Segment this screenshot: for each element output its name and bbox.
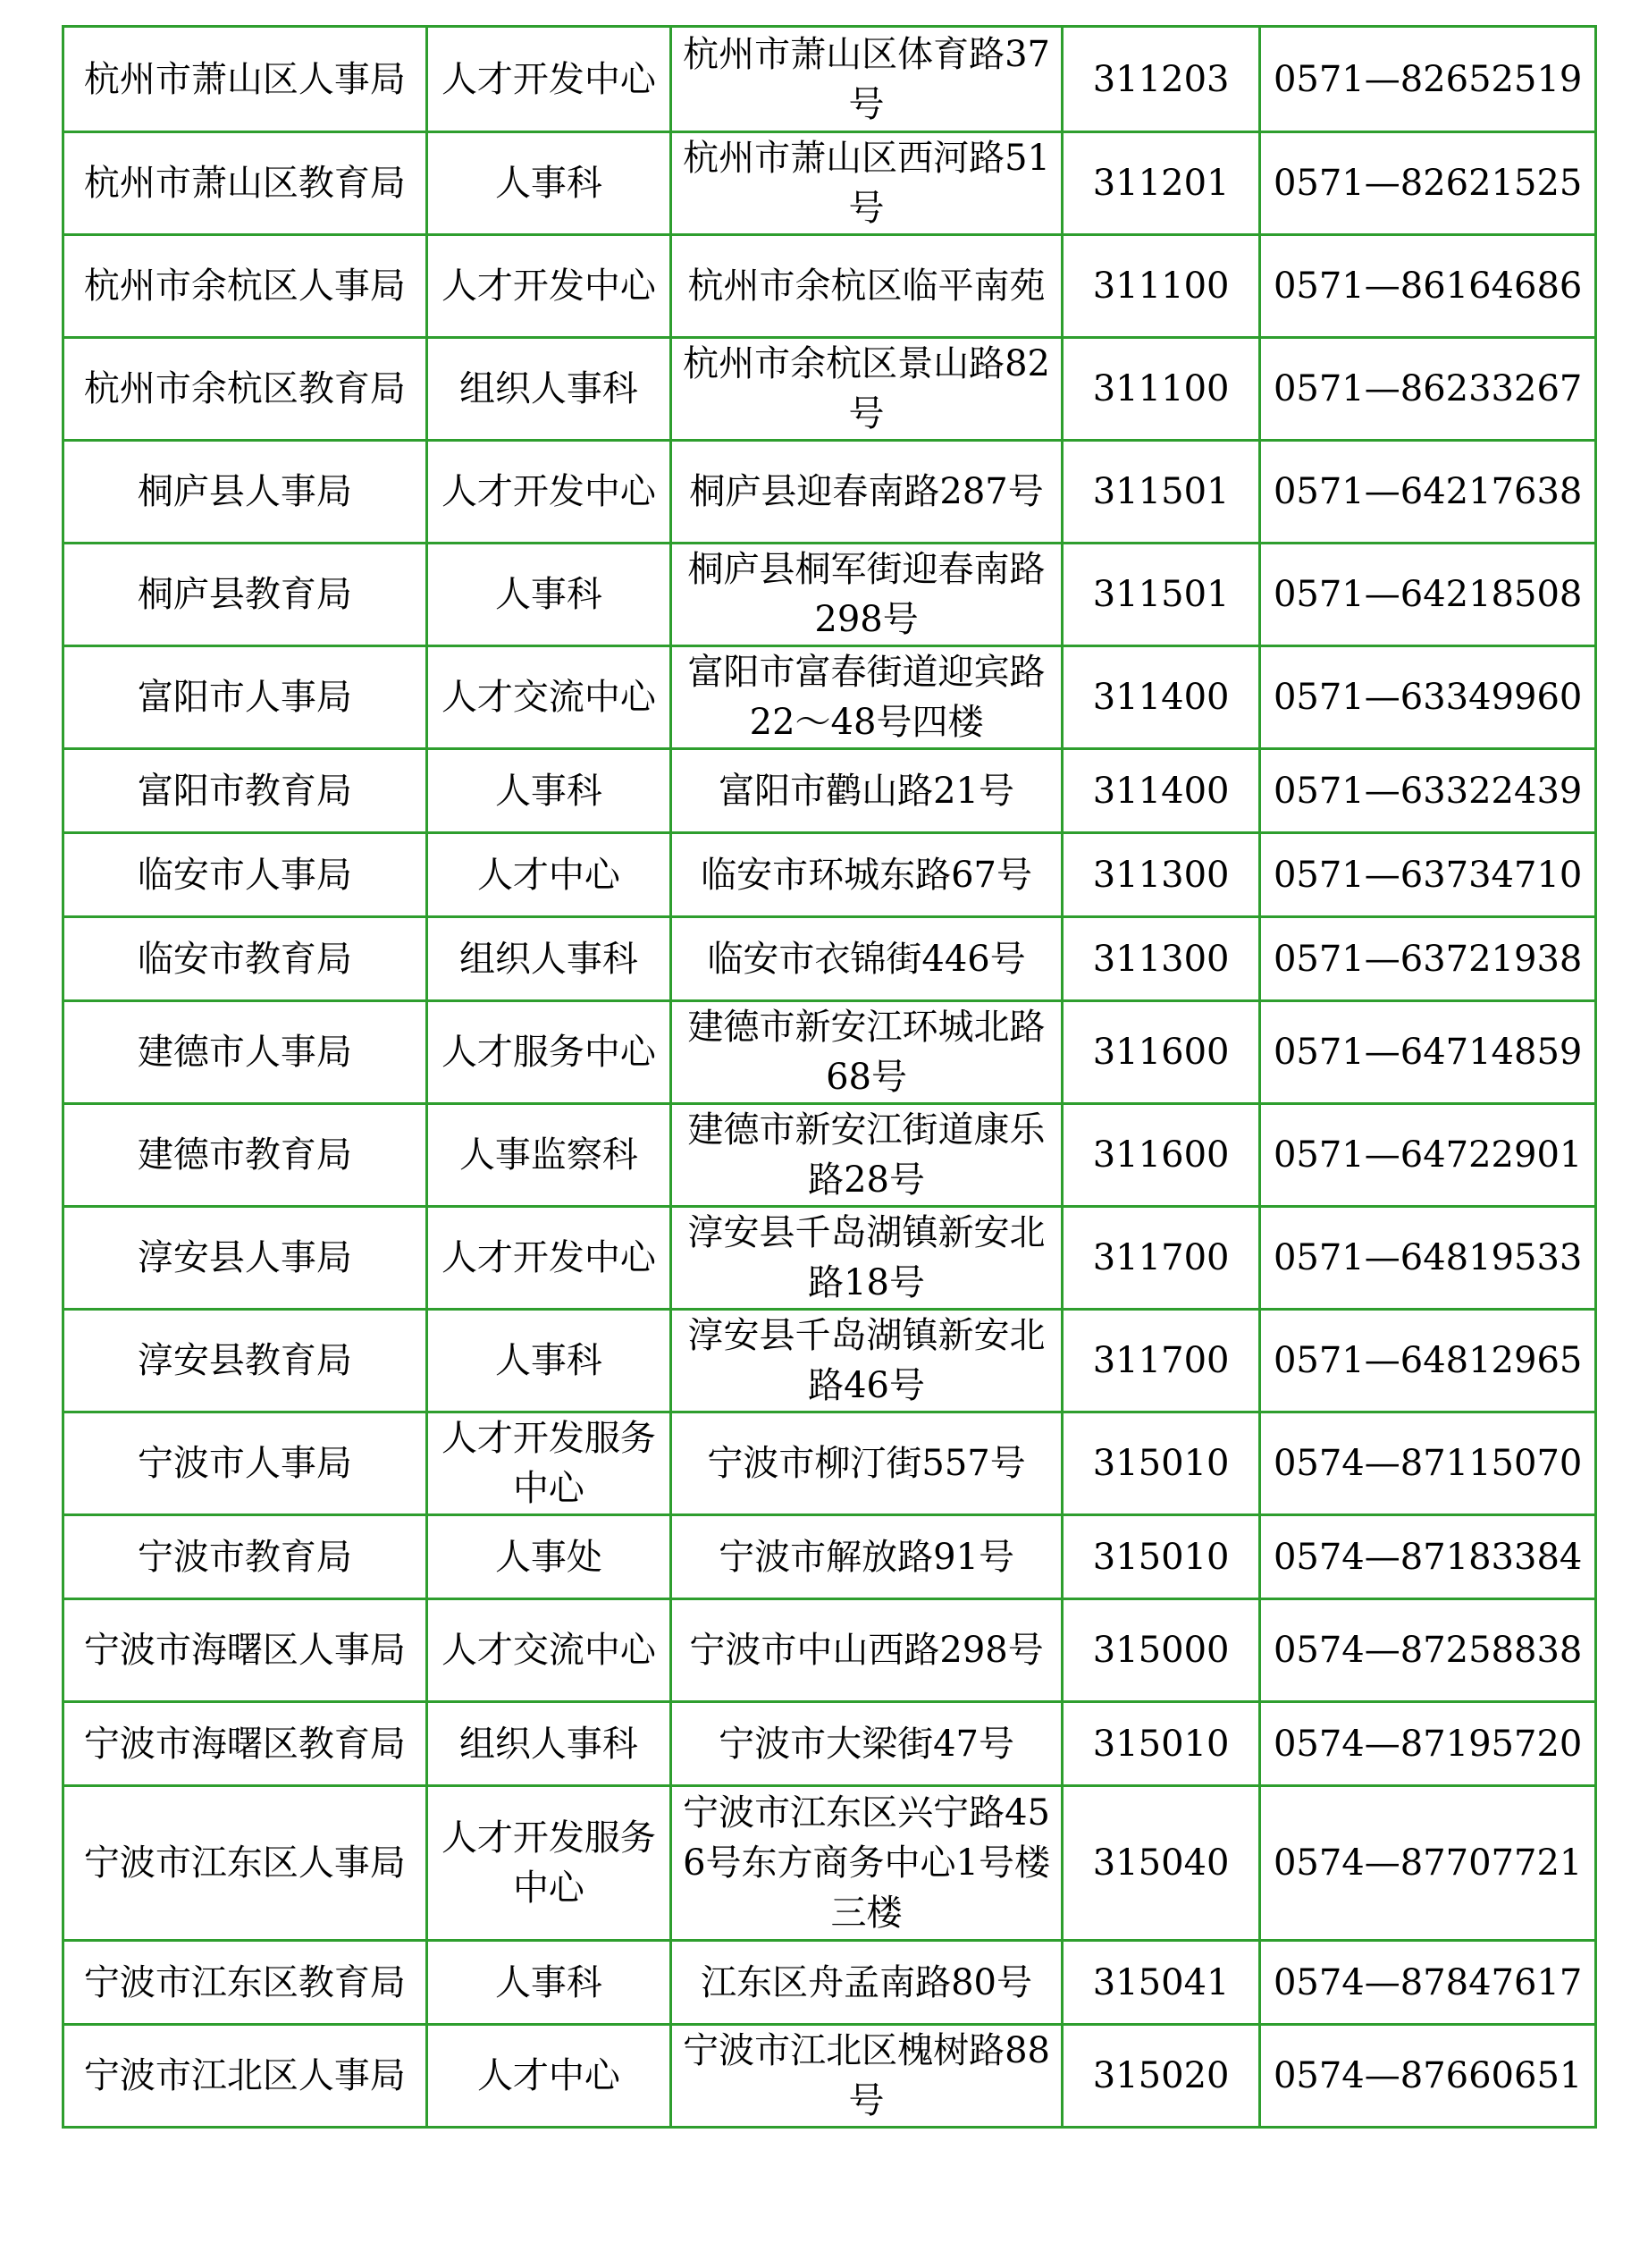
- cell-postal-code: 311203: [1064, 28, 1258, 131]
- cell-phone: 0571—64218508: [1261, 544, 1594, 645]
- cell-phone: 0574—87847617: [1261, 1942, 1594, 2023]
- cell-phone: 0571—63349960: [1261, 647, 1594, 747]
- table-row: [64, 1413, 1594, 1513]
- cell-organization: 杭州市余杭区人事局: [64, 236, 425, 336]
- cell-organization: 宁波市人事局: [64, 1413, 425, 1513]
- table-row: [64, 442, 1594, 542]
- cell-address: 临安市环城东路67号: [672, 834, 1061, 915]
- cell-department: 人才中心: [428, 2026, 669, 2126]
- cell-phone: 0571—64812965: [1261, 1311, 1594, 1411]
- cell-organization: 建德市教育局: [64, 1105, 425, 1205]
- cell-department: 人才开发服务中心: [428, 1787, 669, 1939]
- cell-address: 杭州市余杭区临平南苑: [672, 236, 1061, 336]
- cell-postal-code: 311100: [1064, 339, 1258, 439]
- cell-address: 宁波市中山西路298号: [672, 1600, 1061, 1700]
- cell-organization: 杭州市萧山区教育局: [64, 133, 425, 233]
- cell-organization: 淳安县教育局: [64, 1311, 425, 1411]
- cell-organization: 宁波市江东区教育局: [64, 1942, 425, 2023]
- cell-phone: 0571—64819533: [1261, 1208, 1594, 1308]
- cell-department: 组织人事科: [428, 918, 669, 999]
- cell-postal-code: 315020: [1064, 2026, 1258, 2126]
- table-row: [64, 1516, 1594, 1598]
- cell-postal-code: 315000: [1064, 1600, 1258, 1700]
- cell-address: 富阳市富春街道迎宾路22～48号四楼: [672, 647, 1061, 747]
- cell-department: 人事科: [428, 1942, 669, 2023]
- cell-postal-code: 311300: [1064, 918, 1258, 999]
- cell-organization: 宁波市教育局: [64, 1516, 425, 1598]
- cell-postal-code: 311400: [1064, 647, 1258, 747]
- table-row: [64, 2026, 1594, 2126]
- cell-address: 杭州市余杭区景山路82号: [672, 339, 1061, 439]
- table-row: [64, 750, 1594, 831]
- cell-phone: 0571—64722901: [1261, 1105, 1594, 1205]
- cell-postal-code: 311501: [1064, 442, 1258, 542]
- cell-organization: 桐庐县人事局: [64, 442, 425, 542]
- cell-postal-code: 311600: [1064, 1105, 1258, 1205]
- cell-phone: 0574—87195720: [1261, 1703, 1594, 1784]
- cell-address: 江东区舟孟南路80号: [672, 1942, 1061, 2023]
- cell-postal-code: 311400: [1064, 750, 1258, 831]
- contact-table: [62, 25, 1597, 2129]
- cell-department: 人事科: [428, 133, 669, 233]
- cell-postal-code: 311700: [1064, 1208, 1258, 1308]
- cell-address: 桐庐县迎春南路287号: [672, 442, 1061, 542]
- table-row: [64, 339, 1594, 439]
- cell-postal-code: 315040: [1064, 1787, 1258, 1939]
- cell-address: 杭州市萧山区体育路37号: [672, 28, 1061, 131]
- table-row: [64, 1703, 1594, 1784]
- table-row: [64, 133, 1594, 233]
- cell-department: 人事科: [428, 1311, 669, 1411]
- table-body: [64, 28, 1594, 2126]
- cell-postal-code: 311300: [1064, 834, 1258, 915]
- table-row: [64, 236, 1594, 336]
- cell-phone: 0571—82621525: [1261, 133, 1594, 233]
- table-row: [64, 1208, 1594, 1308]
- cell-department: 人才开发中心: [428, 236, 669, 336]
- cell-department: 人才交流中心: [428, 647, 669, 747]
- cell-postal-code: 311700: [1064, 1311, 1258, 1411]
- cell-department: 组织人事科: [428, 1703, 669, 1784]
- cell-postal-code: 311201: [1064, 133, 1258, 233]
- cell-department: 人事处: [428, 1516, 669, 1598]
- cell-organization: 杭州市萧山区人事局: [64, 28, 425, 131]
- cell-department: 人才交流中心: [428, 1600, 669, 1700]
- table-row: [64, 1311, 1594, 1411]
- table-row: [64, 544, 1594, 645]
- cell-phone: 0571—64217638: [1261, 442, 1594, 542]
- cell-phone: 0574—87258838: [1261, 1600, 1594, 1700]
- cell-phone: 0574—87660651: [1261, 2026, 1594, 2126]
- cell-department: 人才开发中心: [428, 1208, 669, 1308]
- cell-address: 杭州市萧山区西河路51号: [672, 133, 1061, 233]
- cell-postal-code: 315010: [1064, 1703, 1258, 1784]
- cell-phone: 0571—63721938: [1261, 918, 1594, 999]
- cell-postal-code: 311100: [1064, 236, 1258, 336]
- cell-department: 人才中心: [428, 834, 669, 915]
- table-row: [64, 1002, 1594, 1102]
- cell-organization: 杭州市余杭区教育局: [64, 339, 425, 439]
- cell-department: 人事科: [428, 544, 669, 645]
- cell-organization: 建德市人事局: [64, 1002, 425, 1102]
- cell-phone: 0571—86233267: [1261, 339, 1594, 439]
- cell-address: 临安市衣锦街446号: [672, 918, 1061, 999]
- cell-phone: 0574—87707721: [1261, 1787, 1594, 1939]
- table-row: [64, 28, 1594, 131]
- cell-address: 宁波市柳汀街557号: [672, 1413, 1061, 1513]
- cell-address: 宁波市大梁街47号: [672, 1703, 1061, 1784]
- table-row: [64, 1105, 1594, 1205]
- table-row: [64, 1942, 1594, 2023]
- cell-phone: 0571—64714859: [1261, 1002, 1594, 1102]
- table-row: [64, 918, 1594, 999]
- cell-department: 人才开发服务中心: [428, 1413, 669, 1513]
- cell-organization: 淳安县人事局: [64, 1208, 425, 1308]
- cell-department: 组织人事科: [428, 339, 669, 439]
- cell-department: 人事监察科: [428, 1105, 669, 1205]
- cell-phone: 0574—87183384: [1261, 1516, 1594, 1598]
- cell-address: 宁波市江东区兴宁路456号东方商务中心1号楼三楼: [672, 1787, 1061, 1939]
- cell-postal-code: 311600: [1064, 1002, 1258, 1102]
- cell-address: 建德市新安江街道康乐路28号: [672, 1105, 1061, 1205]
- cell-address: 宁波市解放路91号: [672, 1516, 1061, 1598]
- cell-organization: 宁波市海曙区教育局: [64, 1703, 425, 1784]
- cell-address: 富阳市鹳山路21号: [672, 750, 1061, 831]
- cell-organization: 宁波市江北区人事局: [64, 2026, 425, 2126]
- cell-organization: 富阳市教育局: [64, 750, 425, 831]
- cell-address: 桐庐县桐军街迎春南路298号: [672, 544, 1061, 645]
- table-row: [64, 1787, 1594, 1939]
- cell-department: 人事科: [428, 750, 669, 831]
- cell-organization: 临安市人事局: [64, 834, 425, 915]
- cell-postal-code: 311501: [1064, 544, 1258, 645]
- cell-postal-code: 315041: [1064, 1942, 1258, 2023]
- cell-postal-code: 315010: [1064, 1413, 1258, 1513]
- cell-organization: 宁波市江东区人事局: [64, 1787, 425, 1939]
- cell-address: 宁波市江北区槐树路88号: [672, 2026, 1061, 2126]
- cell-department: 人才服务中心: [428, 1002, 669, 1102]
- table-row: [64, 1600, 1594, 1700]
- table-row: [64, 834, 1594, 915]
- cell-organization: 宁波市海曙区人事局: [64, 1600, 425, 1700]
- cell-address: 淳安县千岛湖镇新安北路18号: [672, 1208, 1061, 1308]
- cell-address: 建德市新安江环城北路68号: [672, 1002, 1061, 1102]
- cell-phone: 0571—63322439: [1261, 750, 1594, 831]
- cell-phone: 0574—87115070: [1261, 1413, 1594, 1513]
- cell-phone: 0571—82652519: [1261, 28, 1594, 131]
- cell-phone: 0571—86164686: [1261, 236, 1594, 336]
- cell-phone: 0571—63734710: [1261, 834, 1594, 915]
- cell-postal-code: 315010: [1064, 1516, 1258, 1598]
- cell-organization: 临安市教育局: [64, 918, 425, 999]
- cell-organization: 富阳市人事局: [64, 647, 425, 747]
- cell-organization: 桐庐县教育局: [64, 544, 425, 645]
- cell-department: 人才开发中心: [428, 28, 669, 131]
- cell-address: 淳安县千岛湖镇新安北路46号: [672, 1311, 1061, 1411]
- cell-department: 人才开发中心: [428, 442, 669, 542]
- table-row: [64, 647, 1594, 747]
